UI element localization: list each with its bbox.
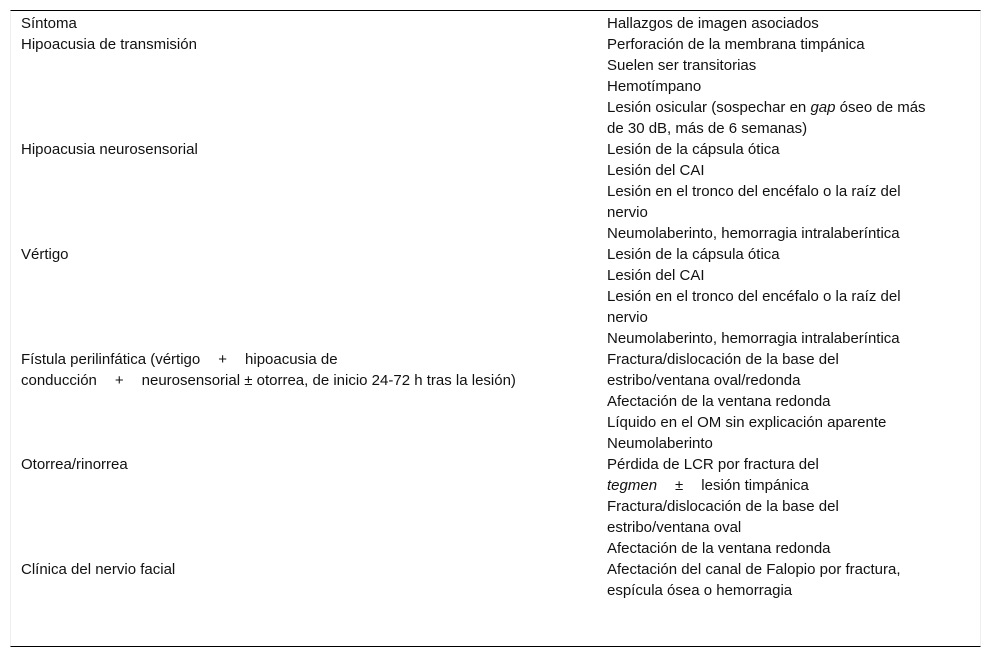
plus-sign: +: [218, 351, 228, 368]
table-row: [11, 349, 982, 391]
finding-cell: [597, 181, 982, 223]
finding-text: lesión timpánica: [701, 477, 809, 494]
table-row: [11, 139, 982, 160]
symptom-cell: [11, 349, 597, 391]
table-row: [11, 223, 982, 244]
finding-cell: [597, 454, 982, 496]
finding-text: de 30 dB, más de 6 semanas): [607, 120, 808, 137]
plus-sign: +: [114, 372, 124, 389]
finding-cell: Lesión de la cápsula ótica: [607, 141, 780, 158]
table-row: [11, 454, 982, 496]
finding-cell: [597, 496, 982, 538]
table-row: [11, 433, 982, 454]
finding-cell: Lesión del CAI: [607, 162, 705, 179]
symptom-text: neurosensorial ± otorrea, de inicio 24-72 h tras la lesión): [141, 372, 516, 389]
header-findings: Hallazgos de imagen asociados: [607, 15, 819, 32]
symptom-cell: Hipoacusia de transmisión: [21, 36, 197, 53]
symptom-text: hipoacusia de: [245, 351, 338, 368]
finding-text: Fractura/dislocación de la base del: [607, 351, 839, 368]
table-row: [11, 181, 982, 223]
table-row: [11, 286, 982, 328]
finding-cell: Lesión del CAI: [607, 267, 705, 284]
finding-cell: Afectación de la ventana redonda: [607, 540, 831, 557]
finding-text: estribo/ventana oval: [607, 519, 742, 536]
finding-text: espícula ósea o hemorragia: [607, 582, 793, 599]
finding-text: Afectación del canal de Falopio por fractura,: [607, 561, 901, 578]
finding-cell: Perforación de la membrana timpánica: [607, 36, 865, 53]
table-row: [11, 265, 982, 286]
header-symptom: Síntoma: [21, 15, 77, 32]
finding-italic-term: gap: [810, 99, 836, 116]
finding-text: nervio: [607, 309, 648, 326]
finding-text: Lesión en el tronco del encéfalo o la raíz del: [607, 288, 901, 305]
table-row: [11, 34, 982, 55]
finding-cell: [597, 559, 982, 601]
finding-cell: [597, 97, 982, 139]
symptom-findings-table: [11, 11, 982, 601]
table-row: [11, 559, 982, 601]
finding-text: nervio: [607, 204, 648, 221]
finding-cell: Líquido en el OM sin explicación aparente: [607, 414, 887, 431]
finding-text: estribo/ventana oval/redonda: [607, 372, 801, 389]
finding-cell: Afectación de la ventana redonda: [607, 393, 831, 410]
findings-table: [10, 10, 981, 647]
finding-text: Lesión osicular (sospechar en: [607, 99, 811, 116]
finding-cell: Neumolaberinto: [607, 435, 713, 452]
finding-cell: Neumolaberinto, hemorragia intralaberíntica: [607, 225, 900, 242]
finding-cell: [597, 286, 982, 328]
table-row: [11, 328, 982, 349]
finding-cell: Suelen ser transitorias: [607, 57, 757, 74]
plus-minus-sign: ±: [675, 477, 684, 494]
table-header-row: [11, 11, 982, 34]
symptom-cell: Otorrea/rinorrea: [21, 456, 128, 473]
finding-text: óseo de más: [835, 99, 926, 116]
finding-cell: Hemotímpano: [607, 78, 702, 95]
finding-cell: Lesión de la cápsula ótica: [607, 246, 780, 263]
table-row: [11, 97, 982, 139]
table-row: [11, 538, 982, 559]
finding-cell: [597, 349, 982, 391]
symptom-cell: Clínica del nervio facial: [21, 561, 176, 578]
table-row: [11, 391, 982, 412]
table-row: [11, 412, 982, 433]
table-row: [11, 76, 982, 97]
table-row: [11, 496, 982, 538]
table-row: [11, 55, 982, 76]
symptom-text: conducción: [21, 372, 97, 389]
table-row: [11, 160, 982, 181]
symptom-cell: Vértigo: [21, 246, 69, 263]
symptom-text: Fístula perilinfática (vértigo: [21, 351, 201, 368]
finding-text: Fractura/dislocación de la base del: [607, 498, 839, 515]
finding-italic-term: tegmen: [607, 477, 658, 494]
finding-cell: Neumolaberinto, hemorragia intralaberíntica: [607, 330, 900, 347]
table-row: [11, 244, 982, 265]
finding-text: Pérdida de LCR por fractura del: [607, 456, 819, 473]
finding-text: Lesión en el tronco del encéfalo o la raíz del: [607, 183, 901, 200]
symptom-cell: Hipoacusia neurosensorial: [21, 141, 198, 158]
